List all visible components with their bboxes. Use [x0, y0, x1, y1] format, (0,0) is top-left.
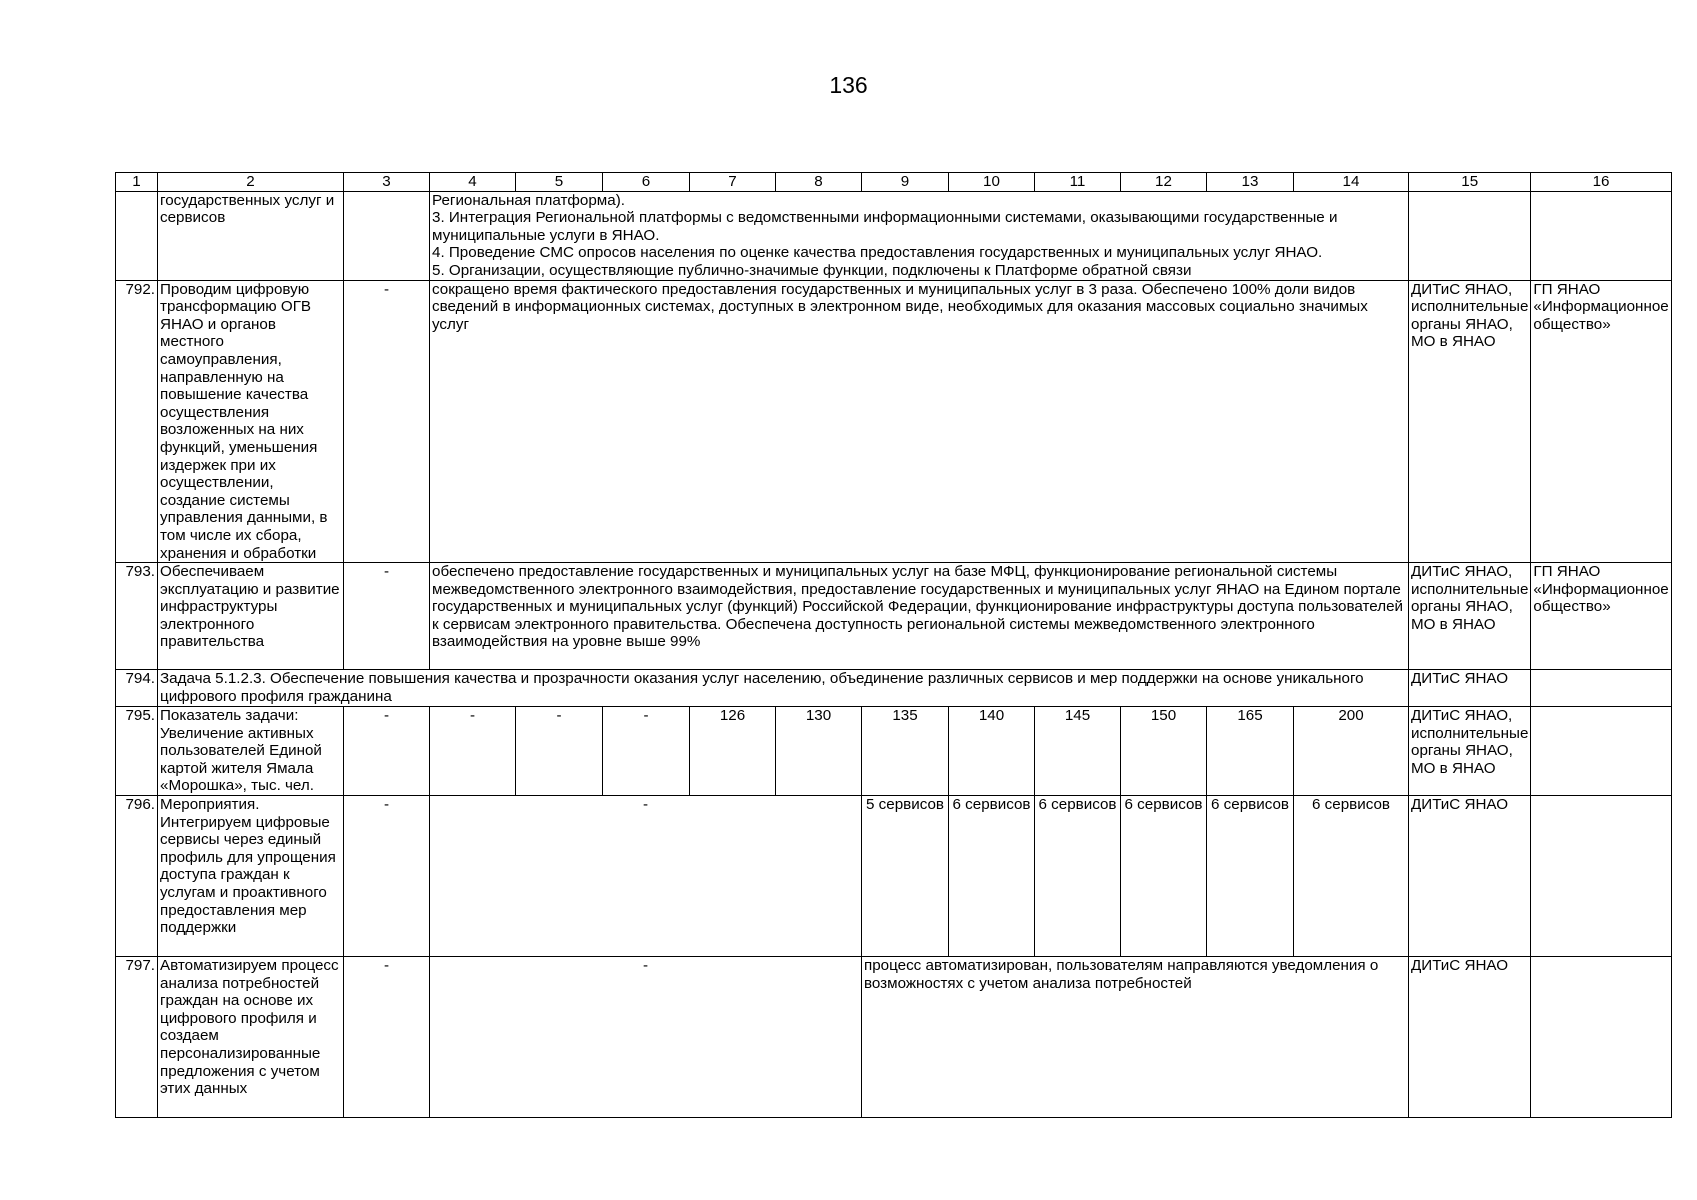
column-number: 13 [1207, 173, 1294, 192]
value-cell: - [344, 707, 430, 796]
responsible-cell: ДИТиС ЯНАО [1409, 670, 1531, 707]
value-cell: 6 сервисов [1207, 796, 1294, 957]
value-cell: 6 сервисов [1035, 796, 1121, 957]
row-number-cell [116, 191, 158, 280]
value-cell: 6 сервисов [1294, 796, 1409, 957]
page-number: 136 [829, 72, 868, 98]
column-number: 9 [862, 173, 949, 192]
merged-value-cell: - [430, 796, 862, 957]
row-number: 797. [116, 957, 158, 1118]
value-cell: 6 сервисов [1121, 796, 1207, 957]
column-number: 8 [776, 173, 862, 192]
column-number: 7 [690, 173, 776, 192]
result-text-line: 5. Организации, осуществляющие публично-значимые функции, подключены к Платформе обратной связи [432, 261, 1192, 279]
result-text-line: Региональная платформа). [432, 191, 625, 209]
result-text-cell: процесс автоматизирован, пользователям направляются уведомления о возможностях с учетом анализа потребностей [862, 957, 1409, 1118]
program-cell [1531, 796, 1671, 957]
baseline-cell: - [344, 957, 430, 1118]
program-cell [1531, 670, 1671, 707]
column-number-row [116, 173, 1672, 192]
program-cell [1531, 191, 1671, 280]
table-row [116, 707, 1672, 796]
activity-name-cell: Мероприятия. Интегрируем цифровые сервисы через единый профиль для упрощения доступа граждан к услугам и проактивного предоставления мер поддержки [158, 796, 344, 957]
baseline-cell [344, 191, 430, 280]
column-number: 12 [1121, 173, 1207, 192]
table-row [116, 670, 1672, 707]
program-cell [1531, 957, 1671, 1118]
table-row [116, 563, 1672, 670]
program-cell: ГП ЯНАО «Информационное общество» [1531, 563, 1671, 670]
responsible-cell: ДИТиС ЯНАО, исполнительные органы ЯНАО, МО в ЯНАО [1409, 707, 1531, 796]
value-cell: - [516, 707, 603, 796]
baseline-cell: - [344, 563, 430, 670]
result-text-cell: обеспечено предоставление государственных и муниципальных услуг на базе МФЦ, функционирование региональной системы межведомственного электронного взаимодействия, предоставление государственных и муниципальных услуг ЯНАО на Едином портале государственных и муниципальных услуг (функций) Российской Федерации, функционирование инфраструктуры доступа пользователей к сервисам электронного правительства. Обеспечена доступность региональной системы межведомственного электронного взаимодействия на уровне выше 99% [430, 563, 1409, 670]
column-number: 11 [1035, 173, 1121, 192]
value-cell: 135 [862, 707, 949, 796]
program-cell [1531, 707, 1671, 796]
value-cell: 200 [1294, 707, 1409, 796]
row-number: 795. [116, 707, 158, 796]
baseline-cell: - [344, 280, 430, 563]
value-cell: 130 [776, 707, 862, 796]
row-number: 792. [116, 280, 158, 563]
result-text-line: 4. Проведение СМС опросов населения по оценке качества предоставления государственных и муниципальных услуг ЯНАО. [432, 244, 1323, 262]
column-number: 1 [116, 173, 158, 192]
row-number: 794. [116, 670, 158, 707]
value-cell: 126 [690, 707, 776, 796]
activity-name-cell: Проводим цифровую трансформацию ОГВ ЯНАО и органов местного самоуправления, направленную на повышение качества осуществления возложенных на них функций, уменьшения издержек при их осуществлении, создание системы управления данными, в том числе их сбора, хранения и обработки [158, 280, 344, 563]
value-cell: 6 сервисов [949, 796, 1035, 957]
value-cell: 140 [949, 707, 1035, 796]
column-number: 5 [516, 173, 603, 192]
column-number: 16 [1531, 173, 1671, 192]
activity-table [115, 172, 1672, 1118]
activity-name-cell: Автоматизируем процесс анализа потребностей граждан на основе их цифрового профиля и создаем персонализированные предложения с учетом этих данных [158, 957, 344, 1118]
value-cell: 165 [1207, 707, 1294, 796]
baseline-cell: - [344, 796, 430, 957]
value-cell: - [603, 707, 690, 796]
column-number: 15 [1409, 173, 1531, 192]
table-row [116, 796, 1672, 957]
responsible-cell: ДИТиС ЯНАО, исполнительные органы ЯНАО, МО в ЯНАО [1409, 563, 1531, 670]
activity-name-cell: Обеспечиваем эксплуатацию и развитие инфраструктуры электронного правительства [158, 563, 344, 670]
activity-name-cell: государственных услуг и сервисов [158, 191, 344, 280]
column-number: 3 [344, 173, 430, 192]
column-number: 10 [949, 173, 1035, 192]
row-number: 793. [116, 563, 158, 670]
value-cell: 145 [1035, 707, 1121, 796]
activity-name-cell: Показатель задачи: Увеличение активных пользователей Единой картой жителя Ямала «Морошка», тыс. чел. [158, 707, 344, 796]
table-row [116, 280, 1672, 563]
task-title-cell: Задача 5.1.2.3. Обеспечение повышения качества и прозрачности оказания услуг населению, объединение различных сервисов и мер поддержки на основе уникального цифрового профиля гражданина [158, 670, 1409, 707]
row-number: 796. [116, 796, 158, 957]
table-row [116, 957, 1672, 1118]
responsible-cell: ДИТиС ЯНАО [1409, 957, 1531, 1118]
value-cell: 5 сервисов [862, 796, 949, 957]
result-text-cell [430, 191, 1409, 280]
column-number: 14 [1294, 173, 1409, 192]
responsible-cell: ДИТиС ЯНАО, исполнительные органы ЯНАО, МО в ЯНАО [1409, 280, 1531, 563]
result-text-line: 3. Интеграция Региональной платформы с ведомственными информационными системами, оказывающими государственные и муниципальные услуги в ЯНАО. [432, 209, 1338, 244]
responsible-cell [1409, 191, 1531, 280]
merged-value-cell: - [430, 957, 862, 1118]
responsible-cell: ДИТиС ЯНАО [1409, 796, 1531, 957]
table-row [116, 191, 1672, 280]
column-number: 6 [603, 173, 690, 192]
column-number: 4 [430, 173, 516, 192]
result-text-cell: сокращено время фактического предоставления государственных и муниципальных услуг в 3 раза. Обеспечено 100% доли видов сведений в информационных системах, доступных в электронном виде, необходимых для оказания массовых социально значимых услуг [430, 280, 1409, 563]
program-cell: ГП ЯНАО «Информационное общество» [1531, 280, 1671, 563]
column-number: 2 [158, 173, 344, 192]
value-cell: - [430, 707, 516, 796]
value-cell: 150 [1121, 707, 1207, 796]
